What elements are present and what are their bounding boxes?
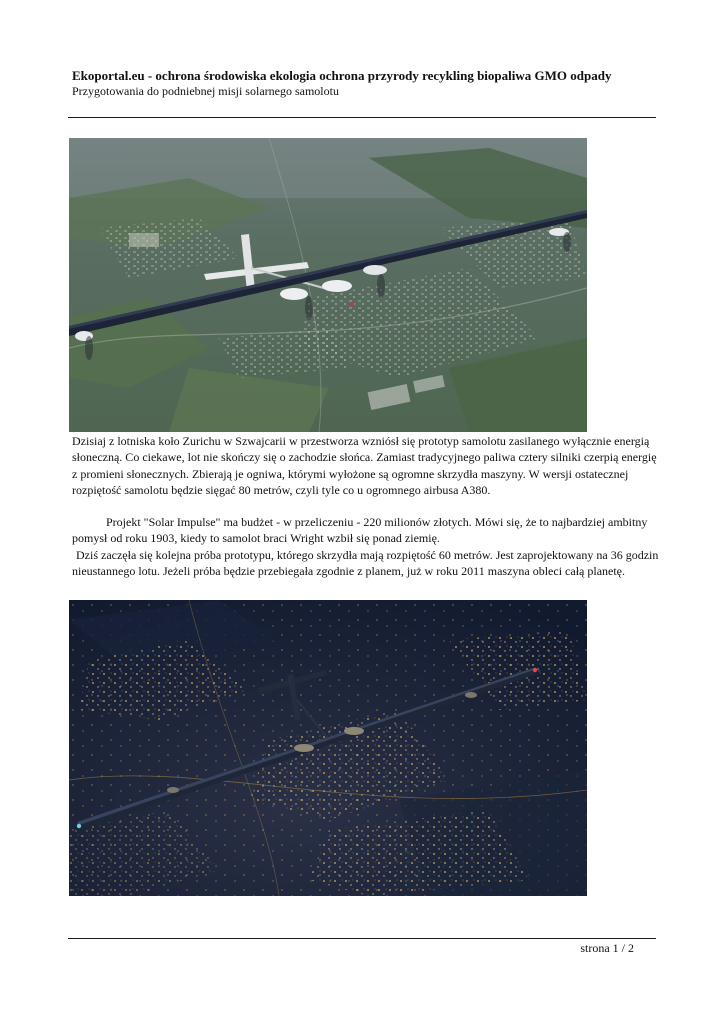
- article-paragraph: Dzisiaj z lotniska koło Zurichu w Szwajcarii w przestworza wzniósł się prototyp samolotu zasilanego wyłącznie energią słoneczną. Co ciekawe, lot nie skończy się o zachodzie słońca. Zamiast tradycyjnego paliwa cztery silniki czerpią energię z promieni słonecznych. Zbierają je ogniwa, którymi wyłożone są ogromne skrzydła maszyny. W wersji ostatecznej rozpiętość samolotu będzie sięgać 80 metrów, czyli tyle co u ogromnego airbusa A380.: [72, 434, 657, 497]
- solar-plane-day-photo: [69, 138, 587, 432]
- article-paragraph: Projekt "Solar Impulse" ma budżet - w przeliczeniu - 220 milionów złotych. Mówi się, że to najbardziej ambitny pomysł od roku 1903, kiedy to samolot braci Wright wzbił się ponad ziemię.: [72, 515, 648, 546]
- solar-plane-night-photo: [69, 600, 587, 896]
- page-number: strona 1 / 2: [580, 941, 634, 955]
- article-paragraph: Dziś zaczęła się kolejna próba prototypu, którego skrzydła mają rozpiętość 60 metrów. Jest zaprojektowany na 36 godzin nieustannego lotu. Jeżeli próba będzie przebiegała zgodnie z planem, już w roku 2011 maszyna obleci całą planetę.: [72, 547, 659, 579]
- article-subtitle: Przygotowania do podniebnej misji solarnego samolotu: [72, 84, 339, 98]
- header-divider: [68, 117, 656, 118]
- site-title: Ekoportal.eu - ochrona środowiska ekologia ochrona przyrody recykling biopaliwa GMO odpady: [72, 68, 612, 83]
- article-body: [72, 433, 662, 579]
- footer-divider: [68, 938, 656, 939]
